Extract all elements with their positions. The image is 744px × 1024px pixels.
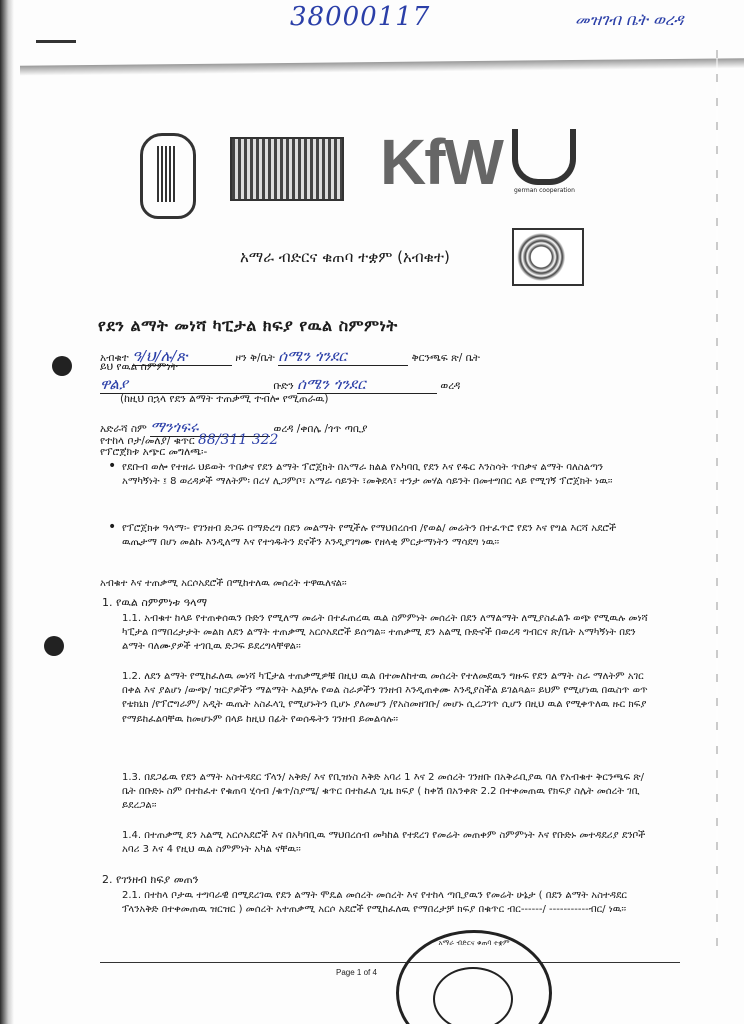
group-label: ቡድን: [273, 380, 294, 392]
beneficiary-note: (ከዚህ በኋላ የደን ልማት ተጠቃሚ ተብሎ የሚጠራዉ): [120, 393, 329, 405]
section-number: 2.: [102, 873, 113, 886]
organization-name: አማራ ብድርና ቁጠባ ተቋም (አብቁተ): [240, 248, 450, 266]
clause-number: 1.2.: [122, 671, 142, 682]
name-value: ማንጎፍሩ: [150, 418, 270, 437]
handwritten-note: መዝገብ ቤት ወረዳ: [575, 10, 684, 29]
punch-hole: [44, 636, 64, 656]
clause-number: 1.4.: [122, 830, 142, 841]
clause-text: በደጋፊዉ የደን ልማት አስተዳደር ፕላን/ አቅድ/ እና የቢዝነስ እቅድ አባሪ 1 እና 2 መሰረት ገንዘቡ በአቅራቢያዉ ባለ የአብቁተ ቅርንጫፍ ጽ/ቤት በቡድኑ ስም በተከፈተ የቁጠባ ሂሳብ /ቁጥ/ስያሜ/ ቁጥር በተከፈለ ጊዜ ክፍያ ( ከቀሽ በአንቀጽ 2.2 በተቀመጠዉ የክፍያ ስሌት መሰረት ገቢ ይደረጋል፡፡: [122, 772, 644, 812]
field-row-group: [100, 375, 460, 394]
clause-2-1: [122, 889, 652, 917]
clause-number: 1.1.: [122, 613, 142, 624]
zone-label: ዞን ቅ/ቤት: [235, 352, 275, 364]
section-title: የገንዘብ ክፍያ መጠን: [116, 873, 199, 886]
handwritten-number: 38000117: [290, 2, 431, 32]
stamp-emblem-icon: [433, 967, 513, 1024]
handwritten-mark: [36, 40, 76, 43]
kebele-label: ወረዳ /ቀበሌ /ጎጥ ጣቢያ: [273, 423, 368, 435]
page-number: Page 1 of 4: [336, 968, 377, 977]
clause-text: አብቁተ ከላይ የተጠቀሰዉን ቡድን የሚለማ መሬት በተፈጠረዉ ዉል ስምምነት መሰረት በደን ለማልማት ለሚያስፈልጉ ወጭ የሚዉሉ መነሻ ካፒታል በማበረታታት መልክ ለደን ልማት ተጠቃሚ አርሶአደሮች ይሰጣል፡፡ ተጠቃሚ ደን አልሚ ቡድኖች በወረዳ ግብርና ጽ/ቤት አማካኝነት በደን ልማት ባለሙያዎች ተገቢዉ ድጋፍ ይደረግላቸዋል፡፡: [122, 613, 648, 653]
plot-number-label: የተከላ ቦታ/መለያ/ ቁጥር: [100, 435, 195, 447]
clause-1-1: [122, 612, 652, 655]
clause-text: በተጠቃሚ ደን አልሚ አርሶአደሮች እና በአካባቢዉ ማህበረሰብ መካከል የተደረገ የመሬት መጠቀም ስምምነት እና የቡድኑ መተዳደሪያ ደንቦች አባሪ 3 እና 4 የዚህ ዉል ስምምነት አካል ናቸዉ፡፡: [122, 830, 646, 856]
clause-number: 2.1.: [122, 890, 142, 901]
section-number: 1.: [102, 596, 113, 609]
woreda-label: ወረዳ: [440, 380, 461, 392]
plot-number-value: 88/311 322: [198, 432, 279, 448]
bullet-icon: •: [108, 519, 117, 535]
acsi-logo: [512, 228, 584, 286]
agreement-label: ይህ የዉል ስምምነት: [100, 361, 178, 373]
stamp-ring-text: አማራ ብድርና ቁጠባ ተቋም: [438, 939, 510, 947]
grantor-label: አብቁተ: [100, 352, 129, 364]
footer-rule: [100, 962, 680, 963]
clause-1-2: [122, 670, 652, 727]
document-title: የደን ልማት መነሻ ካፒታል ክፍያ የዉል ስምምነት: [98, 316, 398, 335]
section-1-heading: [102, 596, 207, 610]
scan-edge: [0, 0, 14, 1024]
clause-text: ለደን ልማት የሚከፈለዉ መነሻ ካፒታል ተጠቃሚዎቹ በዚህ ዉል በተመለከተዉ መሰረት የተለመደዉን ግዙፍ የደን ልማት ስራ ማለትም አገር በቀል እና ያልሆነ /ውጭ/ ዝርያዎችን ማልማት ኣልቻሉ የወል ስራዎችን ገንዘብ እንዲጠቀሙ እንዲያስችል ይገልጻል፡፡ ይህም የሚሆነዉ በዉስጥ ወጥ የቴክኒክ /የፕሮግራም/ አዲት ዉጤት አስፈላጊ የሚሆኑትን ቢሆኑ ያለመሆን /የአስመዘገቡ/ መሆኑ ሲረጋገጥ ሲሆን በዚህ ዉል የሚቀጥለዉ ዙር ክፍያ የማይከፈልባቸዉ ከመሆኑም በላይ ከዚህ በፊት የወሰዱትን ገንዘብ ይመልሳሉ፡፡: [122, 671, 648, 725]
building-logo: [230, 137, 344, 201]
zone-value: ሰሜን ጎንደር: [278, 347, 408, 366]
name-label: አድራሻ ስም: [100, 423, 147, 435]
bullet-paragraph: የፕሮጀክቱ ዓላማ፡- የገንዘብ ድጋፍ በማድረግ በደን መልማት የሚችሉ የማህበረሰብ /የወል/ መሬትን በተፈጥሮ የደን እና የግል እርሻ አደሮች ዉጤታማ በሆነ መልኩ እንዲለማ እና የተጎዱትን ደኖችን እንዲያገግሙ የዘላቂ ምርታማነትን ማሳደግ ነዉ፡፡: [122, 523, 617, 549]
project-goal-label: የፕሮጀክቱ አጭር መግለጫ፡-: [100, 446, 208, 458]
kebele-value: ዋልያ: [100, 375, 270, 394]
branch-label: ቅርንጫፍ ጽ/ ቤት: [411, 352, 480, 364]
bullet-paragraph: የደቡብ ወሎ የተዘራ ህይወት ጥበቃና የደን ልማት ፕሮጀክት በአማራ ክልል የአካባቢ የደን እና የዱር እንስሳት ጥበቃና ልማት ባለስልጣን አማካኝነት ፤ 8 ወረዳዎች ማለትም፡ በረሃ ሊጋምቦ፣ አማራ ሳይንት ፣መቅደላ፣ ተንታ መሃል ሳይንት በመተግበር ላይ የሚገኝ ፕሮጀክት ነዉ፡፡: [122, 462, 613, 488]
logo-strip: [130, 125, 600, 220]
section-title: የዉል ስምምነቱ ዓላማ: [116, 596, 208, 609]
clause-number: 1.3.: [122, 772, 142, 783]
punch-hole: [52, 356, 72, 376]
intro-line: አብቁተ እና ተጠቃሚ አርሶአደሮች በሚከተለዉ መሰረት ተዋዉለናል፡፡: [100, 578, 347, 589]
official-stamp: [396, 930, 552, 1024]
bullet-icon: •: [108, 458, 117, 474]
clause-text: በተከላ ቦታዉ ተግባራዊ በሚደረገዉ የደን ልማት ሞዴል መሰረት መሰረት እና የተከላ ጣቢያዉን የመሬት ሁኔታ ( በደን ልማት አስተዳደር ፕላንአቅድ በተቀመጠዉ ዝርዝር ) መሰረት አተጠቃሚ አርሶ አደሮች የሚከፈለዉ የማበረታቻ ክፍያ በቁጥር ብር------/ -----------ብር/ ነዉ፡፡: [122, 890, 627, 916]
kfw-logo: KfW: [380, 126, 502, 198]
clause-1-3: [122, 771, 652, 814]
amhara-emblem-logo: [140, 133, 196, 219]
clause-1-4: [122, 829, 652, 857]
page-right-edge: [716, 50, 718, 950]
grantor-value: ዓ/ህ/ሉ/ጽ: [132, 347, 232, 366]
page-fold-shadow: [20, 58, 744, 76]
german-cooperation-logo: [506, 125, 576, 195]
section-2-heading: [102, 873, 199, 887]
group-value: ሰሜን ጎንደር: [297, 375, 437, 394]
german-cooperation-text: german cooperation: [514, 187, 575, 194]
